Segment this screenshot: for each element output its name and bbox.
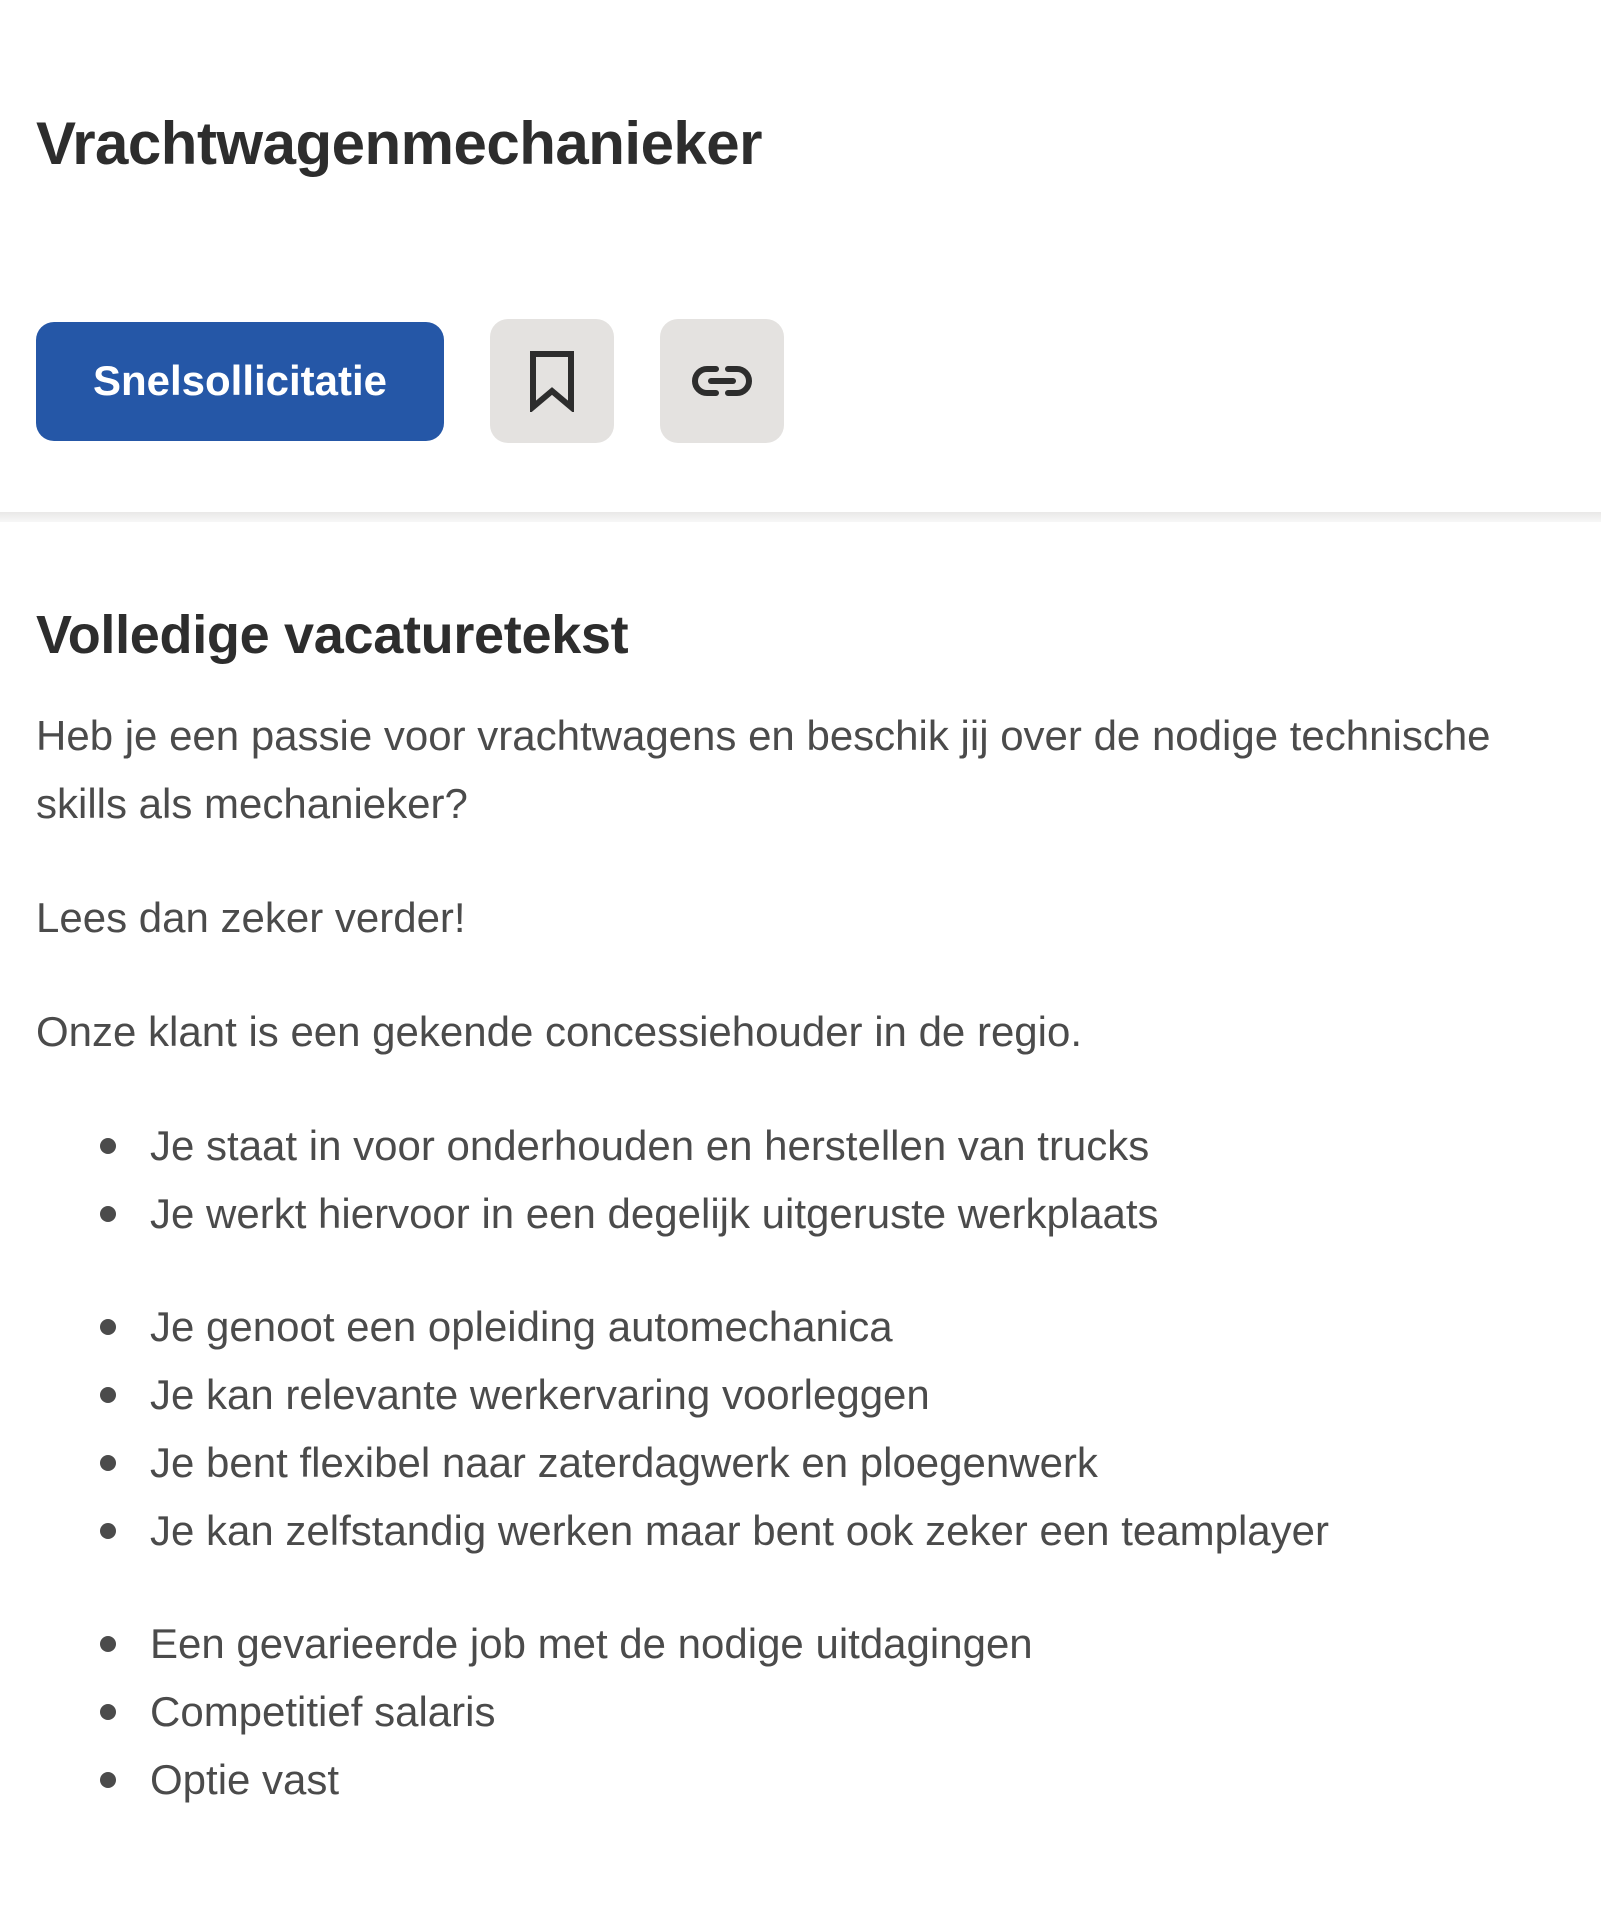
link-icon bbox=[692, 363, 752, 399]
list-item: Je genoot een opleiding automechanica bbox=[150, 1293, 1566, 1361]
list-item: Je werkt hiervoor in een degelijk uitgeruste werkplaats bbox=[150, 1180, 1566, 1248]
quick-apply-button[interactable]: Snelsollicitatie bbox=[36, 322, 444, 441]
list-item: Je kan zelfstandig werken maar bent ook zeker een teamplayer bbox=[150, 1497, 1566, 1565]
description-heading: Volledige vacaturetekst bbox=[36, 605, 629, 665]
description-paragraph: Onze klant is een gekende concessiehouder in de regio. bbox=[36, 1008, 1083, 1055]
list-item: Je kan relevante werkervaring voorleggen bbox=[150, 1361, 1566, 1429]
list-item: Optie vast bbox=[150, 1746, 1566, 1814]
requirements-list bbox=[36, 1293, 1566, 1565]
job-actions bbox=[36, 319, 784, 443]
save-job-button[interactable] bbox=[490, 319, 614, 443]
list-item: Competitief salaris bbox=[150, 1678, 1566, 1746]
offer-list bbox=[36, 1610, 1566, 1814]
job-title: Vrachtwagenmechanieker bbox=[36, 110, 763, 177]
job-header bbox=[0, 0, 1601, 512]
tasks-list bbox=[36, 1112, 1566, 1248]
list-item: Je bent flexibel naar zaterdagwerk en ploegenwerk bbox=[150, 1429, 1566, 1497]
header-divider bbox=[0, 512, 1601, 522]
job-description bbox=[36, 600, 1566, 1814]
description-paragraph: Lees dan zeker verder! bbox=[36, 894, 466, 941]
list-item: Een gevarieerde job met de nodige uitdagingen bbox=[150, 1610, 1566, 1678]
bookmark-icon bbox=[528, 350, 576, 412]
description-paragraph: Heb je een passie voor vrachtwagens en beschik jij over de nodige technische skills als mechanieker? bbox=[36, 712, 1491, 827]
list-item: Je staat in voor onderhouden en herstellen van trucks bbox=[150, 1112, 1566, 1180]
copy-link-button[interactable] bbox=[660, 319, 784, 443]
